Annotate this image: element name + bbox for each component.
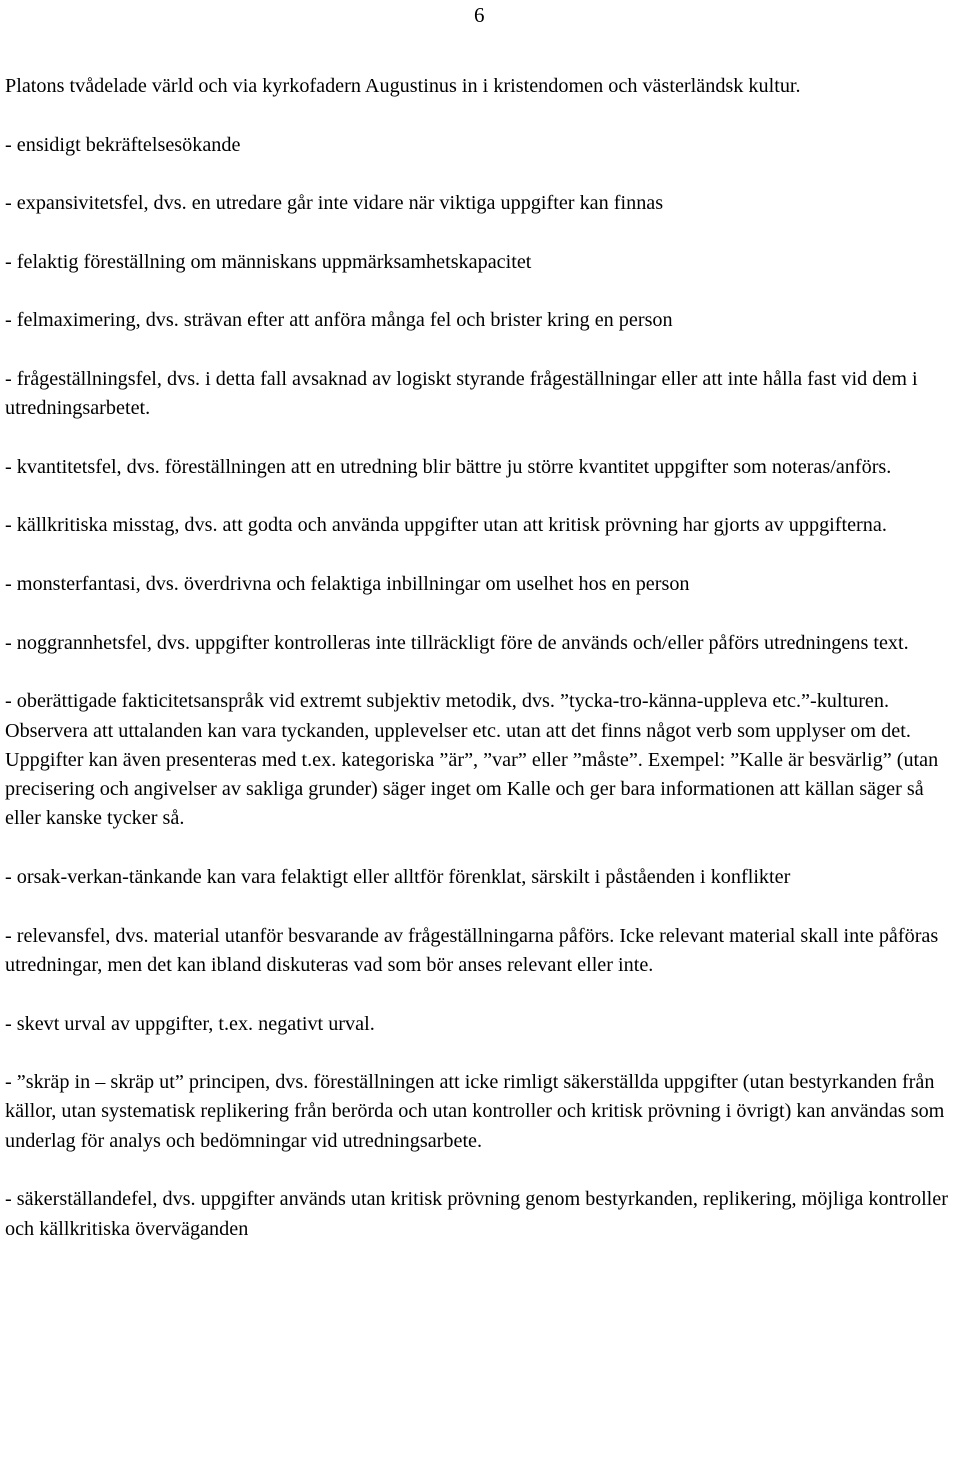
list-item-oberattigade-fakticitetsansprak: - oberättigade fakticitetsanspråk vid extremt subjektiv metodik, dvs. ”tycka-tro-känna-uppleva etc.”-kulturen. Observera att uttalanden kan vara tyckanden, upplevelser etc. utan att det finns något verb som upplyser om det. Uppgifter kan även presenteras med t.ex. kategoriska ”är”, ”var” eller ”måste”. Exempel: ”Kalle är besvärlig” (utan precisering och angivelser av sakliga grunder) säger inget om Kalle och ger bara informationen att källan säger så eller kanske tycker så. [5, 690, 939, 830]
paragraph-intro: Platons tvådelade värld och via kyrkofadern Augustinus in i kristendomen och västerländsk kultur. [5, 75, 801, 97]
list-item-expansivitetsfel: - expansivitetsfel, dvs. en utredare går inte vidare när viktiga uppgifter kan finnas [5, 192, 664, 215]
list-item-monsterfantasi: - monsterfantasi, dvs. överdrivna och felaktiga inbillningar om uselhet hos en person [5, 573, 690, 596]
list-item-relevansfel: - relevansfel, dvs. material utanför besvarande av frågeställningarna påförs. Icke relevant material skall inte påföras utredningar, men det kan ibland diskuteras vad som bör anses relevant eller inte. [5, 924, 939, 976]
list-item-orsak-verkan: - orsak-verkan-tänkande kan vara felaktigt eller alltför förenklat, särskilt i påståenden i konflikter [5, 866, 791, 889]
page-number: 6 [474, 3, 485, 27]
list-item-fragestallningsfel: - frågeställningsfel, dvs. i detta fall avsaknad av logiskt styrande frågeställningar eller att inte hålla fast vid dem i utredningsarbetet. [5, 367, 918, 420]
list-item-noggrannhetsfel: - noggrannhetsfel, dvs. uppgifter kontrolleras inte tillräckligt före de används och/eller påförs utredningens text. [5, 631, 909, 654]
list-item-skevt-urval: - skevt urval av uppgifter, t.ex. negativt urval. [5, 1012, 375, 1035]
list-item-kallkritiska-misstag: - källkritiska misstag, dvs. att godta och använda uppgifter utan att kritisk prövning har gjorts av uppgifterna. [5, 514, 887, 537]
page-body [5, 72, 957, 1273]
list-item-sakerstallandefel: - säkerställandefel, dvs. uppgifter används utan kritisk prövning genom bestyrkanden, replikering, möjliga kontroller och källkritiska överväganden [5, 1188, 948, 1240]
list-item-felaktig-forestallning: - felaktig föreställning om människans uppmärksamhetskapacitet [5, 250, 532, 273]
list-item-skrap-in-skrap-ut: - ”skräp in – skräp ut” principen, dvs. föreställningen att icke rimligt säkerställda uppgifter (utan bestyrkanden från källor, utan systematisk replikering från berörda och utan kontroller och kritisk prövning i övrigt) kan användas som underlag för analys och bedömningar vid utredningsarbete. [5, 1071, 945, 1152]
list-item-felmaximering: - felmaximering, dvs. strävan efter att anföra många fel och brister kring en person [5, 309, 673, 332]
list-item-kvantitetsfel: - kvantitetsfel, dvs. föreställningen att en utredning blir bättre ju större kvantitet uppgifter som noteras/anförs. [5, 455, 892, 478]
list-item-ensidigt: - ensidigt bekräftelsesökande [5, 133, 241, 156]
